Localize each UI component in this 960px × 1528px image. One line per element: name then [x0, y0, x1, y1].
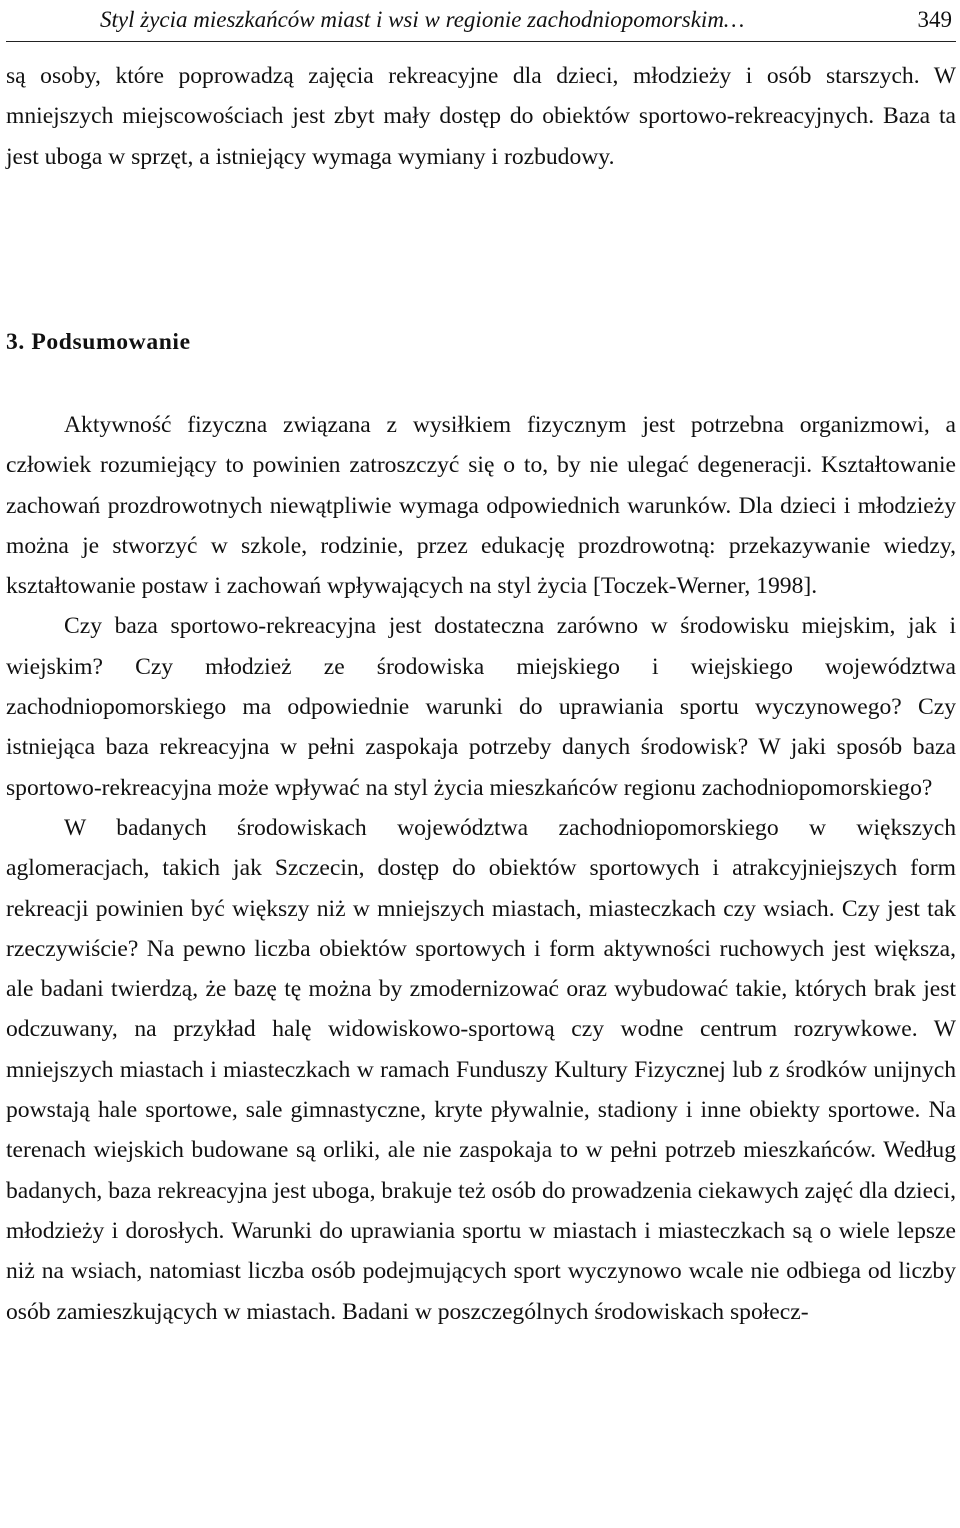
section-paragraph-2: Czy baza sportowo-rekreacyjna jest dostateczna zarówno w środowisku miejskim, jak i wiejskim? Czy młodzież ze środowiska miejskiego i wiejskiego województwa zachodniopomorskiego ma odpowiednie warunki do uprawiania sportu wyczynowego? Czy istniejąca baza rekreacyjna w pełni zaspokaja potrzeby danych środowisk? W jaki sposób baza sportowo-rekreacyjna może wpływać na styl życia mieszkańców regionu zachodniopomorskiego? [6, 613, 956, 801]
running-title: Styl życia mieszkańców miast i wsi w regionie zachodniopomorskim… [100, 7, 745, 32]
page-number: 349 [917, 7, 952, 32]
section-paragraph-3: W badanych środowiskach województwa zachodniopomorskiego w większych aglomeracjach, takich jak Szczecin, dostęp do obiektów sportowych i atrakcyjniejszych form rekreacji powinien być większy niż w mniejszych miastach, miasteczkach czy wsiach. Czy jest tak rzeczywiście? Na pewno liczba obiektów sportowych i form aktywności ruchowych jest większa, ale badani twierdzą, że bazę tę można by zmodernizować oraz wybudować takie, których brak jest odczuwany, na przykład halę widowiskowo-sportową czy wodne centrum rozrywkowe. W mniejszych miastach i miasteczkach w ramach Funduszy Kultury Fizycznej lub z środków unijnych powstają hale sportowe, sale gimnastyczne, kryte pływalnie, stadiony i inne obiekty sportowe. Na terenach wiejskich budowane są orliki, ale nie zaspokaja to w pełni potrzeb mieszkańców. Według badanych, baza rekreacyjna jest uboga, brakuje też osób do prowadzenia ciekawych zajęć dla dzieci, młodzieży i dorosłych. Warunki do uprawiania sportu w miastach i miasteczkach są o wiele lepsze niż na wsiach, natomiast liczba osób podejmujących sport wyczynowo wcale nie odbiega od liczby osób zamieszkujących w miastach. Badani w poszczególnych środowiskach społecz- [6, 814, 956, 1325]
section-heading: 3. Podsumowanie [6, 329, 191, 355]
header-divider [6, 41, 956, 42]
section-paragraph-1: Aktywność fizyczna związana z wysiłkiem fizycznym jest potrzebna organizmowi, a człowiek rozumiejący to powinien zatroszczyć się o to, by nie ulegać degeneracji. Kształtowanie zachowań prozdrowotnych niewątpliwie wymaga odpowiednich warunków. Dla dzieci i młodzieży można je stworzyć w szkole, rodzinie, przez edukację prozdrowotną: przekazywanie wiedzy, kształtowanie postaw i zachowań wpływających na styl życia [Toczek-Werner, 1998]. [6, 412, 956, 600]
intro-paragraph: są osoby, które poprowadzą zajęcia rekreacyjne dla dzieci, młodzieży i osób starszych. W mniejszych miejscowościach jest zbyt mały dostęp do obiektów sportowo-rekreacyjnych. Baza ta jest uboga w sprzęt, a istniejący wymaga wymiany i rozbudowy. [6, 63, 956, 170]
section-body [6, 405, 956, 1332]
running-header [100, 2, 956, 38]
